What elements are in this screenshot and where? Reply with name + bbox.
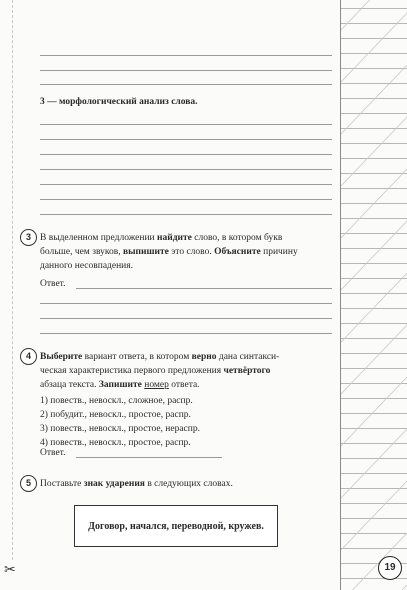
task-4-answer-label: Ответ. (40, 448, 66, 458)
slant-guide-line (341, 12, 407, 82)
slant-guide-line (341, 428, 407, 498)
slant-guide-line (341, 376, 407, 446)
answer-rule (40, 214, 332, 215)
slant-guide-line (341, 324, 407, 394)
slant-guide-line (341, 168, 407, 238)
morph-text: морфологический анализ слова. (59, 97, 198, 107)
margin-guide-strip (340, 0, 407, 590)
task-3-answer-field[interactable] (76, 288, 332, 289)
task-4-line-1: Выберите вариант ответа, в котором верно дана синтакси- (40, 352, 280, 362)
answer-rule[interactable] (40, 318, 332, 319)
slant-guide-line (341, 220, 407, 290)
task-4-option: 1) повеств., невоскл., сложное, распр. (40, 396, 193, 406)
answer-rule (40, 169, 332, 170)
answer-rule (40, 70, 332, 71)
task-4-option: 4) повеств., невоскл., простое, распр. (40, 438, 191, 448)
slant-guide-line (341, 480, 407, 550)
task-4-option: 2) побудит., невоскл., простое, распр. (40, 410, 191, 420)
task-4-line-3: абзаца текста. Запишите номер ответа. (40, 380, 200, 390)
task-4-option: 3) повеств., невоскл., простое, нераспр. (40, 424, 200, 434)
task-4-answer-field[interactable] (76, 457, 222, 458)
morph-analysis-label (40, 95, 198, 109)
task-3-line-2: больше, чем звуков, выпишите это слово. Объясните причину (40, 247, 298, 257)
task-4-line-2: ческая характеристика первого предложения четвёртого (40, 366, 271, 376)
slant-guide-line (341, 116, 407, 186)
task-number-badge: 3 (20, 229, 37, 246)
answer-rule[interactable] (40, 303, 332, 304)
task-number-badge: 4 (20, 348, 37, 365)
task-3-line-3: данного несовпадения. (40, 261, 134, 271)
slant-guide-line (341, 584, 407, 590)
answer-rule (40, 139, 332, 140)
task-number-badge: 5 (20, 475, 37, 492)
slant-guides (341, 0, 407, 590)
slant-guide-line (341, 272, 407, 342)
slant-guide-line (341, 64, 407, 134)
answer-rule (40, 55, 332, 56)
answer-rule (40, 124, 332, 125)
page-number: 19 (378, 556, 402, 580)
task-5-words-box (74, 505, 278, 547)
scissors-icon: ✂ (4, 562, 16, 578)
answer-rule (40, 84, 332, 85)
task-3-answer-label: Ответ. (40, 279, 66, 289)
task-5-text: Поставьте знак ударения в следующих словах. (40, 479, 233, 489)
answer-rule (40, 154, 332, 155)
answer-rule (40, 184, 332, 185)
cut-line (12, 0, 13, 560)
answer-rule (40, 199, 332, 200)
task-3-line-1: В выделенном предложении найдите слово, в котором букв (40, 233, 283, 243)
morph-number: 3 — (40, 97, 57, 107)
task-5-words: Договор, начался, переводной, кружев. (88, 520, 264, 532)
slant-guide-line (341, 0, 407, 30)
answer-rule[interactable] (40, 333, 332, 334)
